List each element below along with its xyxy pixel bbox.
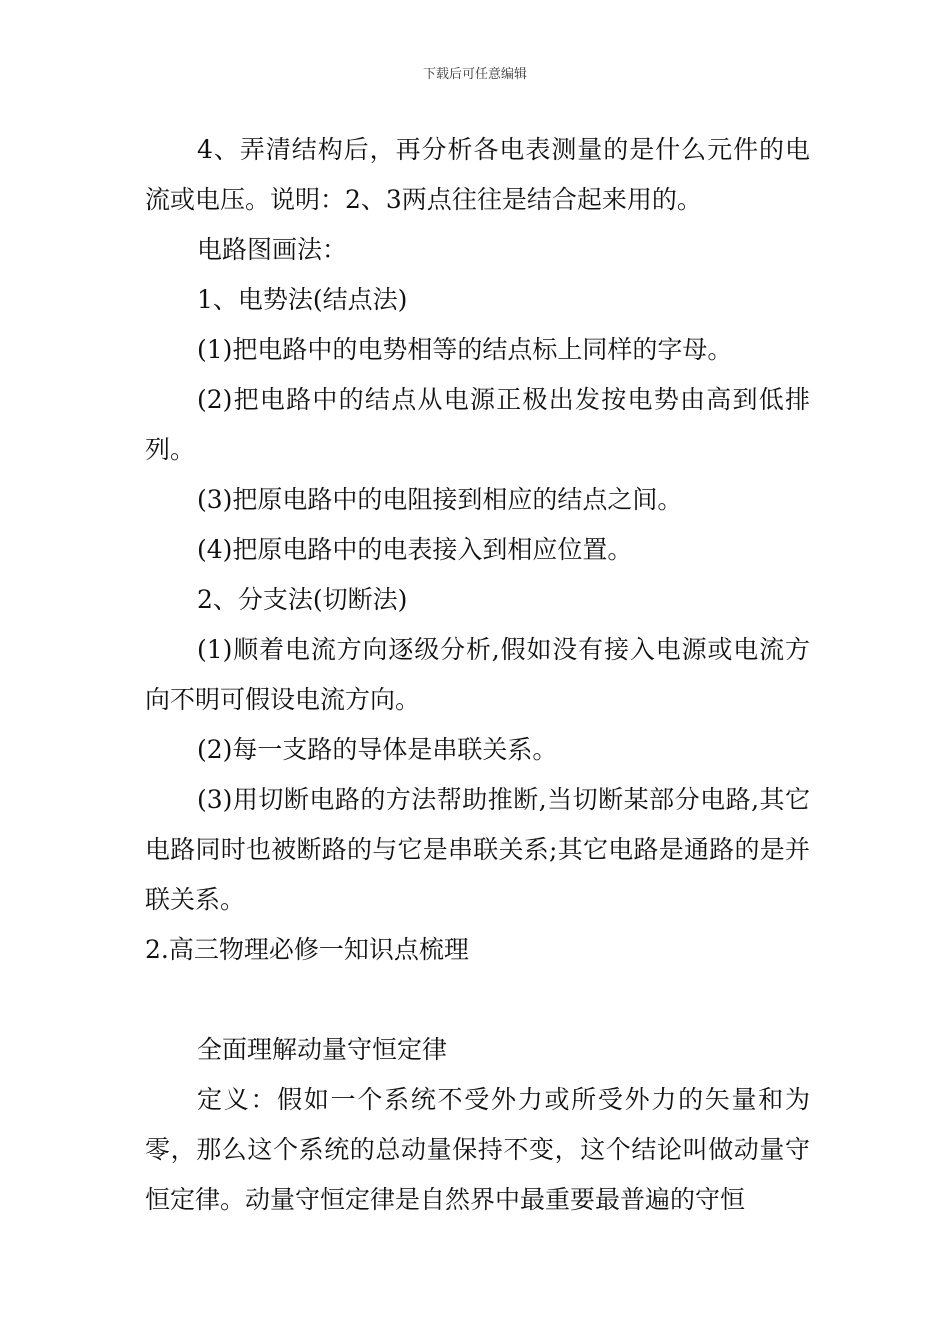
paragraph-branch-1: (1)顺着电流方向逐级分析,假如没有接入电源或电流方向不明可假设电流方向。 xyxy=(145,635,810,714)
document-body xyxy=(145,125,810,1225)
paragraph-momentum-definition: 定义：假如一个系统不受外力或所受外力的矢量和为零，那么这个系统的总动量保持不变，这个结论叫做动量守恒定律。动量守恒定律是自然界中最重要最普遍的守恒 xyxy=(145,1085,810,1214)
paragraph-potential-4: (4)把原电路中的电表接入到相应位置。 xyxy=(197,535,633,564)
paragraph-branch-method: 2、分支法(切断法) xyxy=(197,585,408,614)
section-spacer xyxy=(145,975,810,1025)
paragraph-potential-2: (2)把电路中的结点从电源正极出发按电势由高到低排列。 xyxy=(145,385,810,464)
paragraph-branch-2: (2)每一支路的导体是串联关系。 xyxy=(197,735,558,764)
paragraph-potential-3: (3)把原电路中的电阻接到相应的结点之间。 xyxy=(197,485,683,514)
paragraph-potential-method: 1、电势法(结点法) xyxy=(197,285,408,314)
paragraph-potential-1: (1)把电路中的电势相等的结点标上同样的字母。 xyxy=(197,335,733,364)
section-title: 2.高三物理必修一知识点梳理 xyxy=(145,935,469,964)
page-header: 下载后可任意编辑 xyxy=(422,67,527,82)
paragraph-step-4: 4、弄清结构后，再分析各电表测量的是什么元件的电流或电压。说明：2、3两点往往是结合起来用的。 xyxy=(145,135,810,214)
paragraph-circuit-drawing: 电路图画法： xyxy=(197,235,348,264)
paragraph-momentum-heading: 全面理解动量守恒定律 xyxy=(197,1035,448,1064)
paragraph-branch-3: (3)用切断电路的方法帮助推断,当切断某部分电路,其它电路同时也被断路的与它是串联关系;其它电路是通路的是并联关系。 xyxy=(145,785,810,914)
